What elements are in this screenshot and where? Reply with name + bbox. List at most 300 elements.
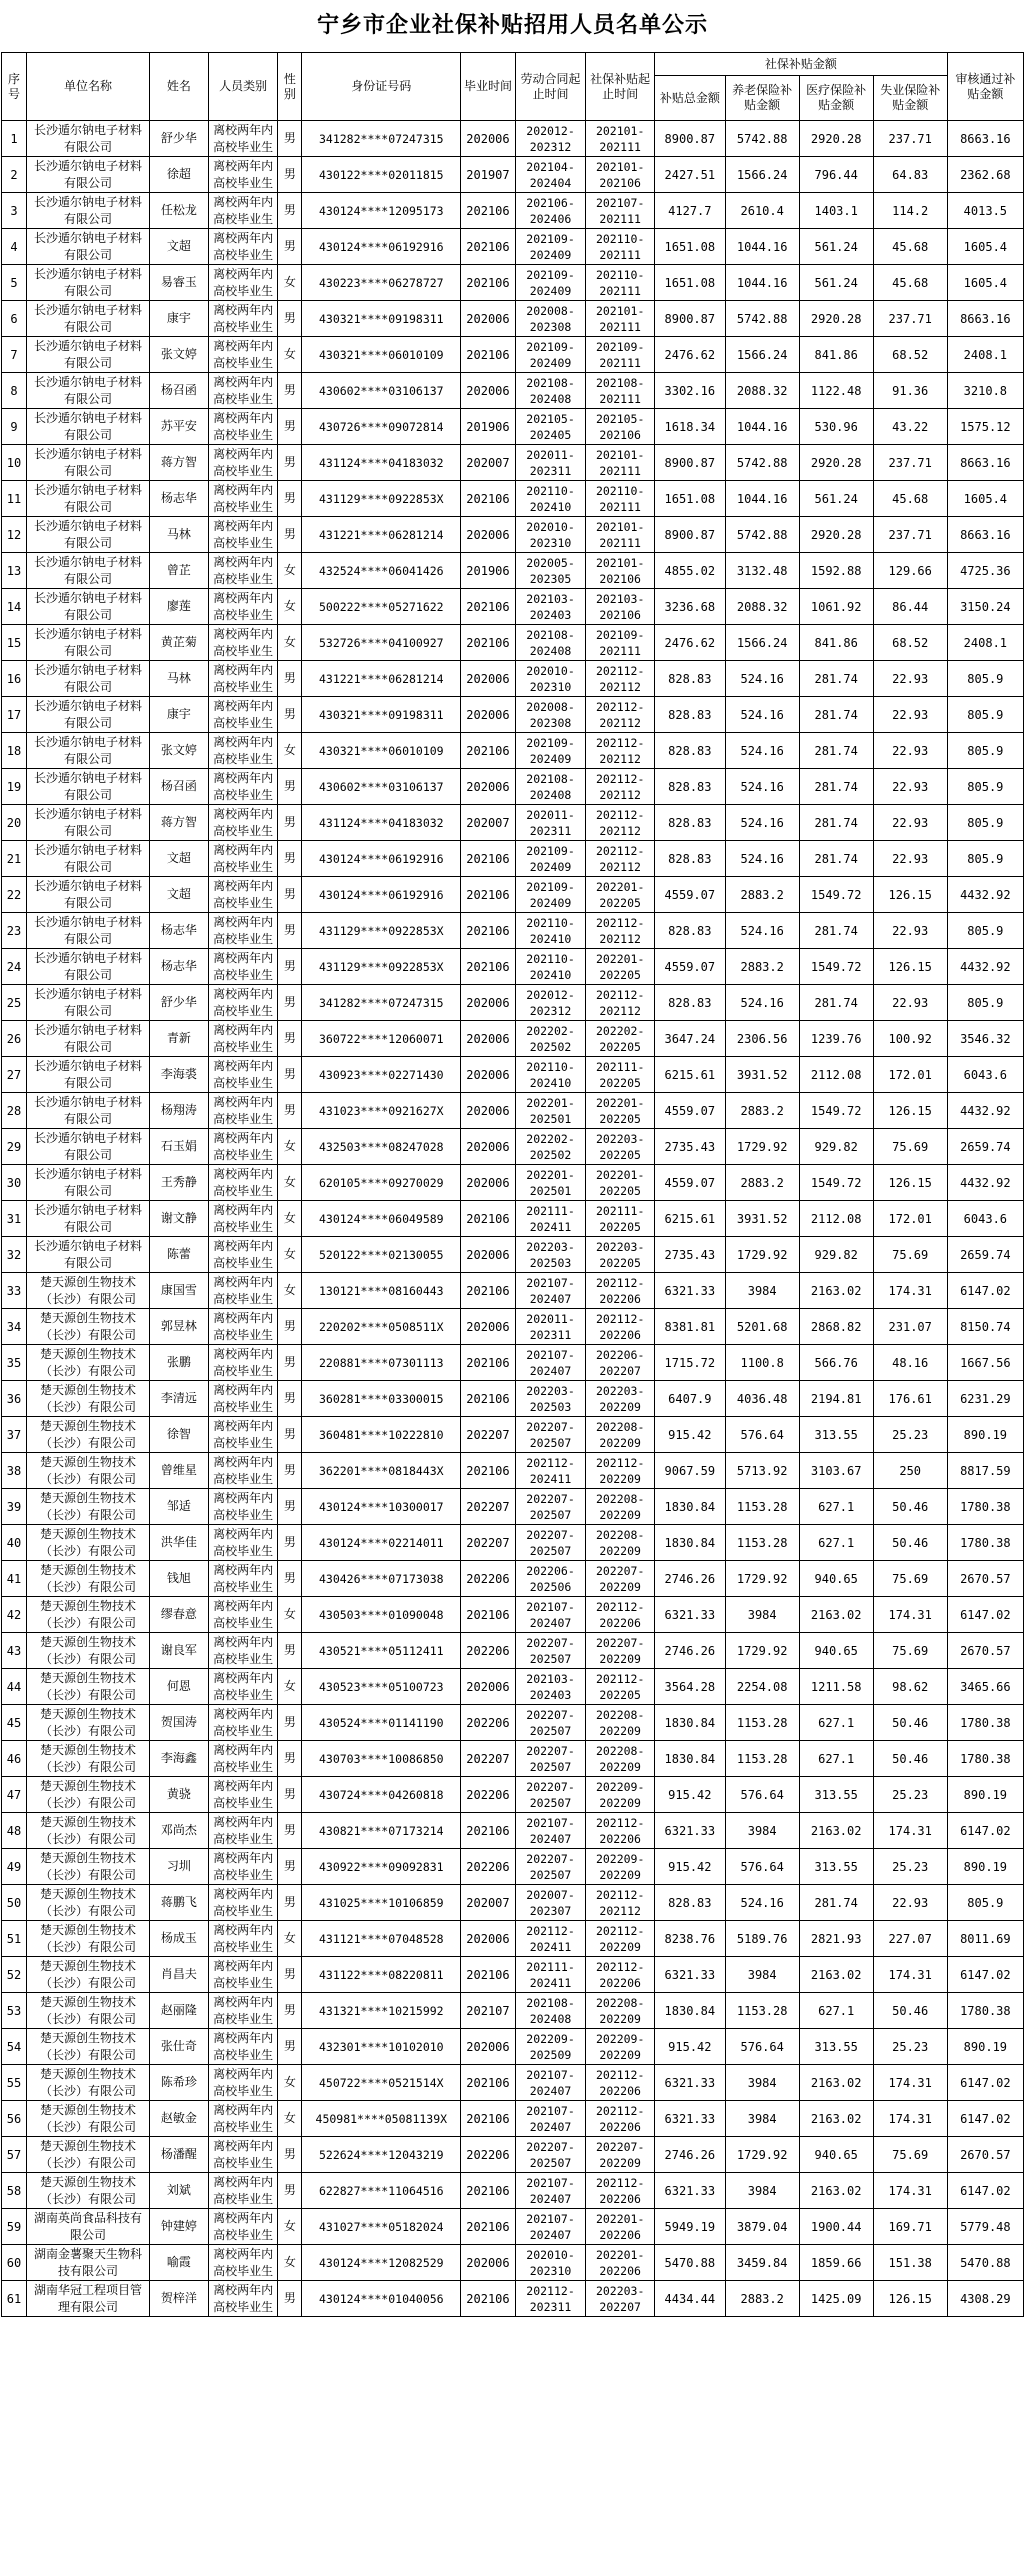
table-row [2, 265, 1024, 301]
cell-pension: 1566.24 [725, 337, 799, 373]
cell-id-no: 532726****04100927 [302, 625, 461, 661]
cell-grad-time: 201907 [461, 157, 515, 193]
cell-total: 6407.9 [654, 1381, 725, 1417]
cell-medical: 281.74 [799, 769, 873, 805]
cell-contract-time: 202207-202507 [515, 1489, 586, 1525]
cell-seq: 26 [2, 1021, 27, 1057]
cell-category: 离校两年内高校毕业生 [208, 1129, 278, 1165]
cell-unit: 长沙遁尔钠电子材料有限公司 [27, 625, 150, 661]
cell-unit: 长沙遁尔钠电子材料有限公司 [27, 985, 150, 1021]
cell-gender: 男 [278, 481, 302, 517]
cell-approved: 8663.16 [947, 445, 1023, 481]
cell-contract-time: 202107-202407 [515, 2173, 586, 2209]
cell-category: 离校两年内高校毕业生 [208, 2101, 278, 2137]
cell-approved: 6147.02 [947, 1597, 1023, 1633]
cell-id-no: 431221****06281214 [302, 661, 461, 697]
cell-grad-time: 202206 [461, 1633, 515, 1669]
cell-unit: 楚天源创生物技术（长沙）有限公司 [27, 1777, 150, 1813]
table-row [2, 1597, 1024, 1633]
cell-name: 石玉娟 [150, 1129, 209, 1165]
cell-approved: 890.19 [947, 2029, 1023, 2065]
cell-contract-time: 202110-202410 [515, 1057, 586, 1093]
cell-contract-time: 202110-202410 [515, 913, 586, 949]
cell-medical: 1211.58 [799, 1669, 873, 1705]
cell-unit: 楚天源创生物技术（长沙）有限公司 [27, 1273, 150, 1309]
cell-pension: 5742.88 [725, 445, 799, 481]
cell-name: 舒少华 [150, 121, 209, 157]
cell-name: 王秀静 [150, 1165, 209, 1201]
cell-name: 文超 [150, 229, 209, 265]
cell-id-no: 432301****10102010 [302, 2029, 461, 2065]
cell-contract-time: 202207-202507 [515, 1525, 586, 1561]
cell-id-no: 430124****06049589 [302, 1201, 461, 1237]
cell-category: 离校两年内高校毕业生 [208, 2173, 278, 2209]
cell-approved: 1605.4 [947, 265, 1023, 301]
cell-seq: 53 [2, 1993, 27, 2029]
cell-subsidy-period: 202207-202209 [586, 2137, 655, 2173]
cell-medical: 2868.82 [799, 1309, 873, 1345]
table-row [2, 841, 1024, 877]
cell-seq: 30 [2, 1165, 27, 1201]
cell-grad-time: 202206 [461, 1705, 515, 1741]
cell-pension: 524.16 [725, 1885, 799, 1921]
cell-seq: 37 [2, 1417, 27, 1453]
cell-contract-time: 202109-202409 [515, 229, 586, 265]
cell-id-no: 431129****0922853X [302, 949, 461, 985]
cell-name: 邹适 [150, 1489, 209, 1525]
cell-approved: 6043.6 [947, 1057, 1023, 1093]
cell-gender: 男 [278, 1885, 302, 1921]
table-row [2, 1381, 1024, 1417]
cell-unemployment: 174.31 [873, 1813, 947, 1849]
cell-subsidy-period: 202202-202205 [586, 1021, 655, 1057]
cell-grad-time: 202006 [461, 1057, 515, 1093]
cell-id-no: 220881****07301113 [302, 1345, 461, 1381]
cell-pension: 5713.92 [725, 1453, 799, 1489]
cell-grad-time: 202207 [461, 1741, 515, 1777]
cell-gender: 男 [278, 1453, 302, 1489]
table-row [2, 1057, 1024, 1093]
cell-contract-time: 202011-202311 [515, 805, 586, 841]
cell-unit: 楚天源创生物技术（长沙）有限公司 [27, 1921, 150, 1957]
cell-name: 谢良军 [150, 1633, 209, 1669]
cell-unit: 楚天源创生物技术（长沙）有限公司 [27, 1345, 150, 1381]
cell-total: 2746.26 [654, 1633, 725, 1669]
cell-unemployment: 22.93 [873, 805, 947, 841]
cell-seq: 29 [2, 1129, 27, 1165]
cell-gender: 男 [278, 2137, 302, 2173]
cell-contract-time: 202107-202407 [515, 2101, 586, 2137]
cell-category: 离校两年内高校毕业生 [208, 985, 278, 1021]
cell-name: 黄骁 [150, 1777, 209, 1813]
cell-approved: 2670.57 [947, 2137, 1023, 2173]
cell-approved: 805.9 [947, 1885, 1023, 1921]
cell-grad-time: 202106 [461, 2209, 515, 2245]
cell-grad-time: 202106 [461, 913, 515, 949]
cell-unemployment: 126.15 [873, 949, 947, 985]
cell-total: 2427.51 [654, 157, 725, 193]
cell-unit: 长沙遁尔钠电子材料有限公司 [27, 193, 150, 229]
cell-gender: 女 [278, 265, 302, 301]
cell-category: 离校两年内高校毕业生 [208, 1165, 278, 1201]
table-row [2, 481, 1024, 517]
cell-pension: 2306.56 [725, 1021, 799, 1057]
header-unit: 单位名称 [27, 53, 150, 121]
cell-medical: 566.76 [799, 1345, 873, 1381]
table-row [2, 1417, 1024, 1453]
cell-pension: 2088.32 [725, 373, 799, 409]
table-row [2, 805, 1024, 841]
cell-pension: 1729.92 [725, 1633, 799, 1669]
cell-unemployment: 250 [873, 1453, 947, 1489]
cell-seq: 31 [2, 1201, 27, 1237]
cell-approved: 6147.02 [947, 2173, 1023, 2209]
cell-approved: 8817.59 [947, 1453, 1023, 1489]
cell-unemployment: 22.93 [873, 661, 947, 697]
cell-unit: 楚天源创生物技术（长沙）有限公司 [27, 2101, 150, 2137]
cell-category: 离校两年内高校毕业生 [208, 1561, 278, 1597]
cell-contract-time: 202207-202507 [515, 1777, 586, 1813]
cell-seq: 36 [2, 1381, 27, 1417]
cell-total: 8900.87 [654, 301, 725, 337]
cell-medical: 796.44 [799, 157, 873, 193]
cell-pension: 576.64 [725, 2029, 799, 2065]
cell-category: 离校两年内高校毕业生 [208, 841, 278, 877]
cell-category: 离校两年内高校毕业生 [208, 373, 278, 409]
cell-gender: 女 [278, 553, 302, 589]
cell-contract-time: 202207-202507 [515, 1849, 586, 1885]
cell-category: 离校两年内高校毕业生 [208, 481, 278, 517]
cell-medical: 561.24 [799, 229, 873, 265]
cell-seq: 47 [2, 1777, 27, 1813]
cell-name: 邓尚杰 [150, 1813, 209, 1849]
cell-seq: 54 [2, 2029, 27, 2065]
cell-id-no: 430321****09198311 [302, 697, 461, 733]
cell-unemployment: 25.23 [873, 1777, 947, 1813]
cell-unemployment: 126.15 [873, 1165, 947, 1201]
table-row [2, 1489, 1024, 1525]
cell-contract-time: 202108-202408 [515, 1993, 586, 2029]
cell-approved: 6147.02 [947, 2065, 1023, 2101]
cell-name: 李海裘 [150, 1057, 209, 1093]
cell-grad-time: 202207 [461, 1489, 515, 1525]
cell-seq: 3 [2, 193, 27, 229]
cell-approved: 1780.38 [947, 1993, 1023, 2029]
cell-grad-time: 202006 [461, 985, 515, 1021]
cell-seq: 10 [2, 445, 27, 481]
cell-unemployment: 231.07 [873, 1309, 947, 1345]
cell-subsidy-period: 202110-202111 [586, 229, 655, 265]
cell-pension: 1100.8 [725, 1345, 799, 1381]
cell-unemployment: 43.22 [873, 409, 947, 445]
cell-subsidy-period: 202208-202209 [586, 1417, 655, 1453]
cell-subsidy-period: 202112-202112 [586, 913, 655, 949]
cell-grad-time: 202106 [461, 625, 515, 661]
cell-gender: 男 [278, 1345, 302, 1381]
cell-id-no: 220202****0508511X [302, 1309, 461, 1345]
cell-unemployment: 25.23 [873, 1417, 947, 1453]
cell-id-no: 430503****01090048 [302, 1597, 461, 1633]
cell-total: 1830.84 [654, 1525, 725, 1561]
cell-pension: 2883.2 [725, 2281, 799, 2317]
cell-seq: 42 [2, 1597, 27, 1633]
cell-grad-time: 202106 [461, 877, 515, 913]
cell-total: 2735.43 [654, 1237, 725, 1273]
cell-grad-time: 202106 [461, 949, 515, 985]
table-row [2, 1165, 1024, 1201]
cell-pension: 576.64 [725, 1777, 799, 1813]
cell-pension: 1153.28 [725, 1489, 799, 1525]
cell-grad-time: 202106 [461, 481, 515, 517]
cell-total: 3564.28 [654, 1669, 725, 1705]
cell-total: 5949.19 [654, 2209, 725, 2245]
cell-unemployment: 22.93 [873, 697, 947, 733]
cell-unit: 长沙遁尔钠电子材料有限公司 [27, 913, 150, 949]
cell-grad-time: 202106 [461, 193, 515, 229]
cell-id-no: 431124****04183032 [302, 805, 461, 841]
cell-gender: 男 [278, 985, 302, 1021]
cell-seq: 45 [2, 1705, 27, 1741]
header-seq: 序号 [2, 53, 27, 121]
cell-medical: 627.1 [799, 1525, 873, 1561]
cell-category: 离校两年内高校毕业生 [208, 301, 278, 337]
cell-subsidy-period: 202203-202205 [586, 1237, 655, 1273]
cell-medical: 1122.48 [799, 373, 873, 409]
cell-name: 洪华佳 [150, 1525, 209, 1561]
cell-subsidy-period: 202112-202112 [586, 661, 655, 697]
cell-subsidy-period: 202208-202209 [586, 1525, 655, 1561]
cell-unemployment: 151.38 [873, 2245, 947, 2281]
cell-medical: 530.96 [799, 409, 873, 445]
cell-gender: 男 [278, 949, 302, 985]
cell-unit: 湖南英尚食品科技有限公司 [27, 2209, 150, 2245]
cell-medical: 841.86 [799, 337, 873, 373]
cell-grad-time: 202206 [461, 1849, 515, 1885]
table-row [2, 2173, 1024, 2209]
cell-contract-time: 202111-202411 [515, 1201, 586, 1237]
table-row [2, 1813, 1024, 1849]
cell-pension: 2610.4 [725, 193, 799, 229]
cell-unemployment: 50.46 [873, 1705, 947, 1741]
cell-total: 6321.33 [654, 1813, 725, 1849]
cell-unemployment: 50.46 [873, 1525, 947, 1561]
cell-name: 杨成玉 [150, 1921, 209, 1957]
cell-category: 离校两年内高校毕业生 [208, 805, 278, 841]
cell-name: 喻霞 [150, 2245, 209, 2281]
cell-medical: 940.65 [799, 1561, 873, 1597]
cell-grad-time: 202106 [461, 1597, 515, 1633]
cell-medical: 561.24 [799, 265, 873, 301]
cell-subsidy-period: 202112-202112 [586, 805, 655, 841]
cell-category: 离校两年内高校毕业生 [208, 1453, 278, 1489]
cell-pension: 576.64 [725, 1417, 799, 1453]
cell-medical: 313.55 [799, 1417, 873, 1453]
cell-grad-time: 202207 [461, 1417, 515, 1453]
cell-contract-time: 202104-202404 [515, 157, 586, 193]
cell-category: 离校两年内高校毕业生 [208, 913, 278, 949]
cell-seq: 14 [2, 589, 27, 625]
cell-total: 9067.59 [654, 1453, 725, 1489]
cell-pension: 2883.2 [725, 1093, 799, 1129]
cell-grad-time: 202106 [461, 229, 515, 265]
cell-grad-time: 202106 [461, 2065, 515, 2101]
cell-gender: 男 [278, 1489, 302, 1525]
cell-category: 离校两年内高校毕业生 [208, 337, 278, 373]
cell-approved: 8011.69 [947, 1921, 1023, 1957]
cell-grad-time: 202006 [461, 2029, 515, 2065]
cell-gender: 女 [278, 1165, 302, 1201]
cell-medical: 281.74 [799, 841, 873, 877]
cell-pension: 1729.92 [725, 1129, 799, 1165]
cell-total: 3302.16 [654, 373, 725, 409]
cell-id-no: 431027****05182024 [302, 2209, 461, 2245]
cell-id-no: 432524****06041426 [302, 553, 461, 589]
cell-unit: 长沙遁尔钠电子材料有限公司 [27, 229, 150, 265]
table-row [2, 1957, 1024, 1993]
cell-total: 8381.81 [654, 1309, 725, 1345]
cell-medical: 281.74 [799, 1885, 873, 1921]
cell-total: 915.42 [654, 1849, 725, 1885]
table-row [2, 2101, 1024, 2137]
cell-approved: 4432.92 [947, 949, 1023, 985]
cell-subsidy-period: 202101-202106 [586, 157, 655, 193]
cell-gender: 女 [278, 625, 302, 661]
cell-subsidy-period: 202109-202111 [586, 337, 655, 373]
cell-unit: 长沙遁尔钠电子材料有限公司 [27, 841, 150, 877]
cell-category: 离校两年内高校毕业生 [208, 1705, 278, 1741]
cell-grad-time: 202006 [461, 1921, 515, 1957]
cell-id-no: 430122****02011815 [302, 157, 461, 193]
cell-medical: 940.65 [799, 2137, 873, 2173]
cell-unit: 楚天源创生物技术（长沙）有限公司 [27, 2137, 150, 2173]
cell-contract-time: 202107-202407 [515, 2209, 586, 2245]
table-row [2, 697, 1024, 733]
table-row [2, 337, 1024, 373]
cell-name: 张仕奇 [150, 2029, 209, 2065]
cell-gender: 男 [278, 1561, 302, 1597]
cell-contract-time: 202005-202305 [515, 553, 586, 589]
cell-medical: 627.1 [799, 1741, 873, 1777]
cell-medical: 2112.08 [799, 1201, 873, 1237]
cell-category: 离校两年内高校毕业生 [208, 697, 278, 733]
cell-category: 离校两年内高校毕业生 [208, 1957, 278, 1993]
cell-seq: 21 [2, 841, 27, 877]
cell-category: 离校两年内高校毕业生 [208, 2137, 278, 2173]
cell-category: 离校两年内高校毕业生 [208, 2029, 278, 2065]
cell-pension: 1566.24 [725, 157, 799, 193]
cell-approved: 2659.74 [947, 1129, 1023, 1165]
cell-category: 离校两年内高校毕业生 [208, 229, 278, 265]
cell-grad-time: 202006 [461, 697, 515, 733]
cell-contract-time: 202106-202406 [515, 193, 586, 229]
cell-gender: 女 [278, 337, 302, 373]
cell-approved: 805.9 [947, 985, 1023, 1021]
cell-unit: 长沙遁尔钠电子材料有限公司 [27, 409, 150, 445]
cell-unemployment: 174.31 [873, 2173, 947, 2209]
cell-subsidy-period: 202203-202209 [586, 1381, 655, 1417]
cell-approved: 805.9 [947, 661, 1023, 697]
cell-unit: 楚天源创生物技术（长沙）有限公司 [27, 1489, 150, 1525]
cell-name: 曾维星 [150, 1453, 209, 1489]
cell-pension: 3931.52 [725, 1201, 799, 1237]
cell-pension: 1044.16 [725, 481, 799, 517]
cell-subsidy-period: 202112-202209 [586, 1921, 655, 1957]
cell-name: 任松龙 [150, 193, 209, 229]
cell-medical: 627.1 [799, 1489, 873, 1525]
cell-grad-time: 202106 [461, 337, 515, 373]
cell-subsidy-period: 202112-202112 [586, 985, 655, 1021]
cell-category: 离校两年内高校毕业生 [208, 1021, 278, 1057]
cell-pension: 1729.92 [725, 1237, 799, 1273]
cell-seq: 52 [2, 1957, 27, 1993]
cell-name: 蒋鹏飞 [150, 1885, 209, 1921]
table-row [2, 589, 1024, 625]
cell-total: 828.83 [654, 769, 725, 805]
cell-total: 3236.68 [654, 589, 725, 625]
cell-id-no: 341282****07247315 [302, 121, 461, 157]
cell-approved: 4308.29 [947, 2281, 1023, 2317]
table-header [2, 53, 1024, 121]
cell-approved: 1575.12 [947, 409, 1023, 445]
cell-pension: 5742.88 [725, 121, 799, 157]
cell-medical: 929.82 [799, 1129, 873, 1165]
table-row [2, 733, 1024, 769]
table-row [2, 877, 1024, 913]
cell-pension: 576.64 [725, 1849, 799, 1885]
cell-grad-time: 202006 [461, 661, 515, 697]
cell-id-no: 430703****10086850 [302, 1741, 461, 1777]
cell-category: 离校两年内高校毕业生 [208, 1921, 278, 1957]
cell-id-no: 622827****11064516 [302, 2173, 461, 2209]
cell-id-no: 430821****07173214 [302, 1813, 461, 1849]
cell-pension: 524.16 [725, 805, 799, 841]
cell-subsidy-period: 202110-202111 [586, 481, 655, 517]
cell-total: 2735.43 [654, 1129, 725, 1165]
table-row [2, 949, 1024, 985]
cell-unemployment: 174.31 [873, 1273, 947, 1309]
cell-gender: 男 [278, 121, 302, 157]
cell-gender: 女 [278, 1921, 302, 1957]
cell-grad-time: 202006 [461, 373, 515, 409]
cell-approved: 3465.66 [947, 1669, 1023, 1705]
cell-contract-time: 202112-202411 [515, 1921, 586, 1957]
cell-name: 赵敏金 [150, 2101, 209, 2137]
cell-contract-time: 202202-202502 [515, 1021, 586, 1057]
cell-unit: 楚天源创生物技术（长沙）有限公司 [27, 1561, 150, 1597]
cell-name: 苏平安 [150, 409, 209, 445]
cell-unit: 楚天源创生物技术（长沙）有限公司 [27, 1993, 150, 2029]
cell-name: 廖莲 [150, 589, 209, 625]
cell-seq: 28 [2, 1093, 27, 1129]
cell-id-no: 430426****07173038 [302, 1561, 461, 1597]
cell-unit: 长沙遁尔钠电子材料有限公司 [27, 445, 150, 481]
cell-id-no: 360481****10222810 [302, 1417, 461, 1453]
cell-contract-time: 202109-202409 [515, 337, 586, 373]
cell-pension: 3931.52 [725, 1057, 799, 1093]
cell-total: 828.83 [654, 913, 725, 949]
cell-approved: 2670.57 [947, 1633, 1023, 1669]
cell-seq: 44 [2, 1669, 27, 1705]
cell-medical: 2821.93 [799, 1921, 873, 1957]
table-row [2, 1921, 1024, 1957]
cell-medical: 313.55 [799, 1777, 873, 1813]
cell-seq: 25 [2, 985, 27, 1021]
cell-unemployment: 75.69 [873, 2137, 947, 2173]
cell-id-no: 431122****08220811 [302, 1957, 461, 1993]
cell-approved: 3546.32 [947, 1021, 1023, 1057]
cell-medical: 1239.76 [799, 1021, 873, 1057]
cell-grad-time: 202007 [461, 1885, 515, 1921]
